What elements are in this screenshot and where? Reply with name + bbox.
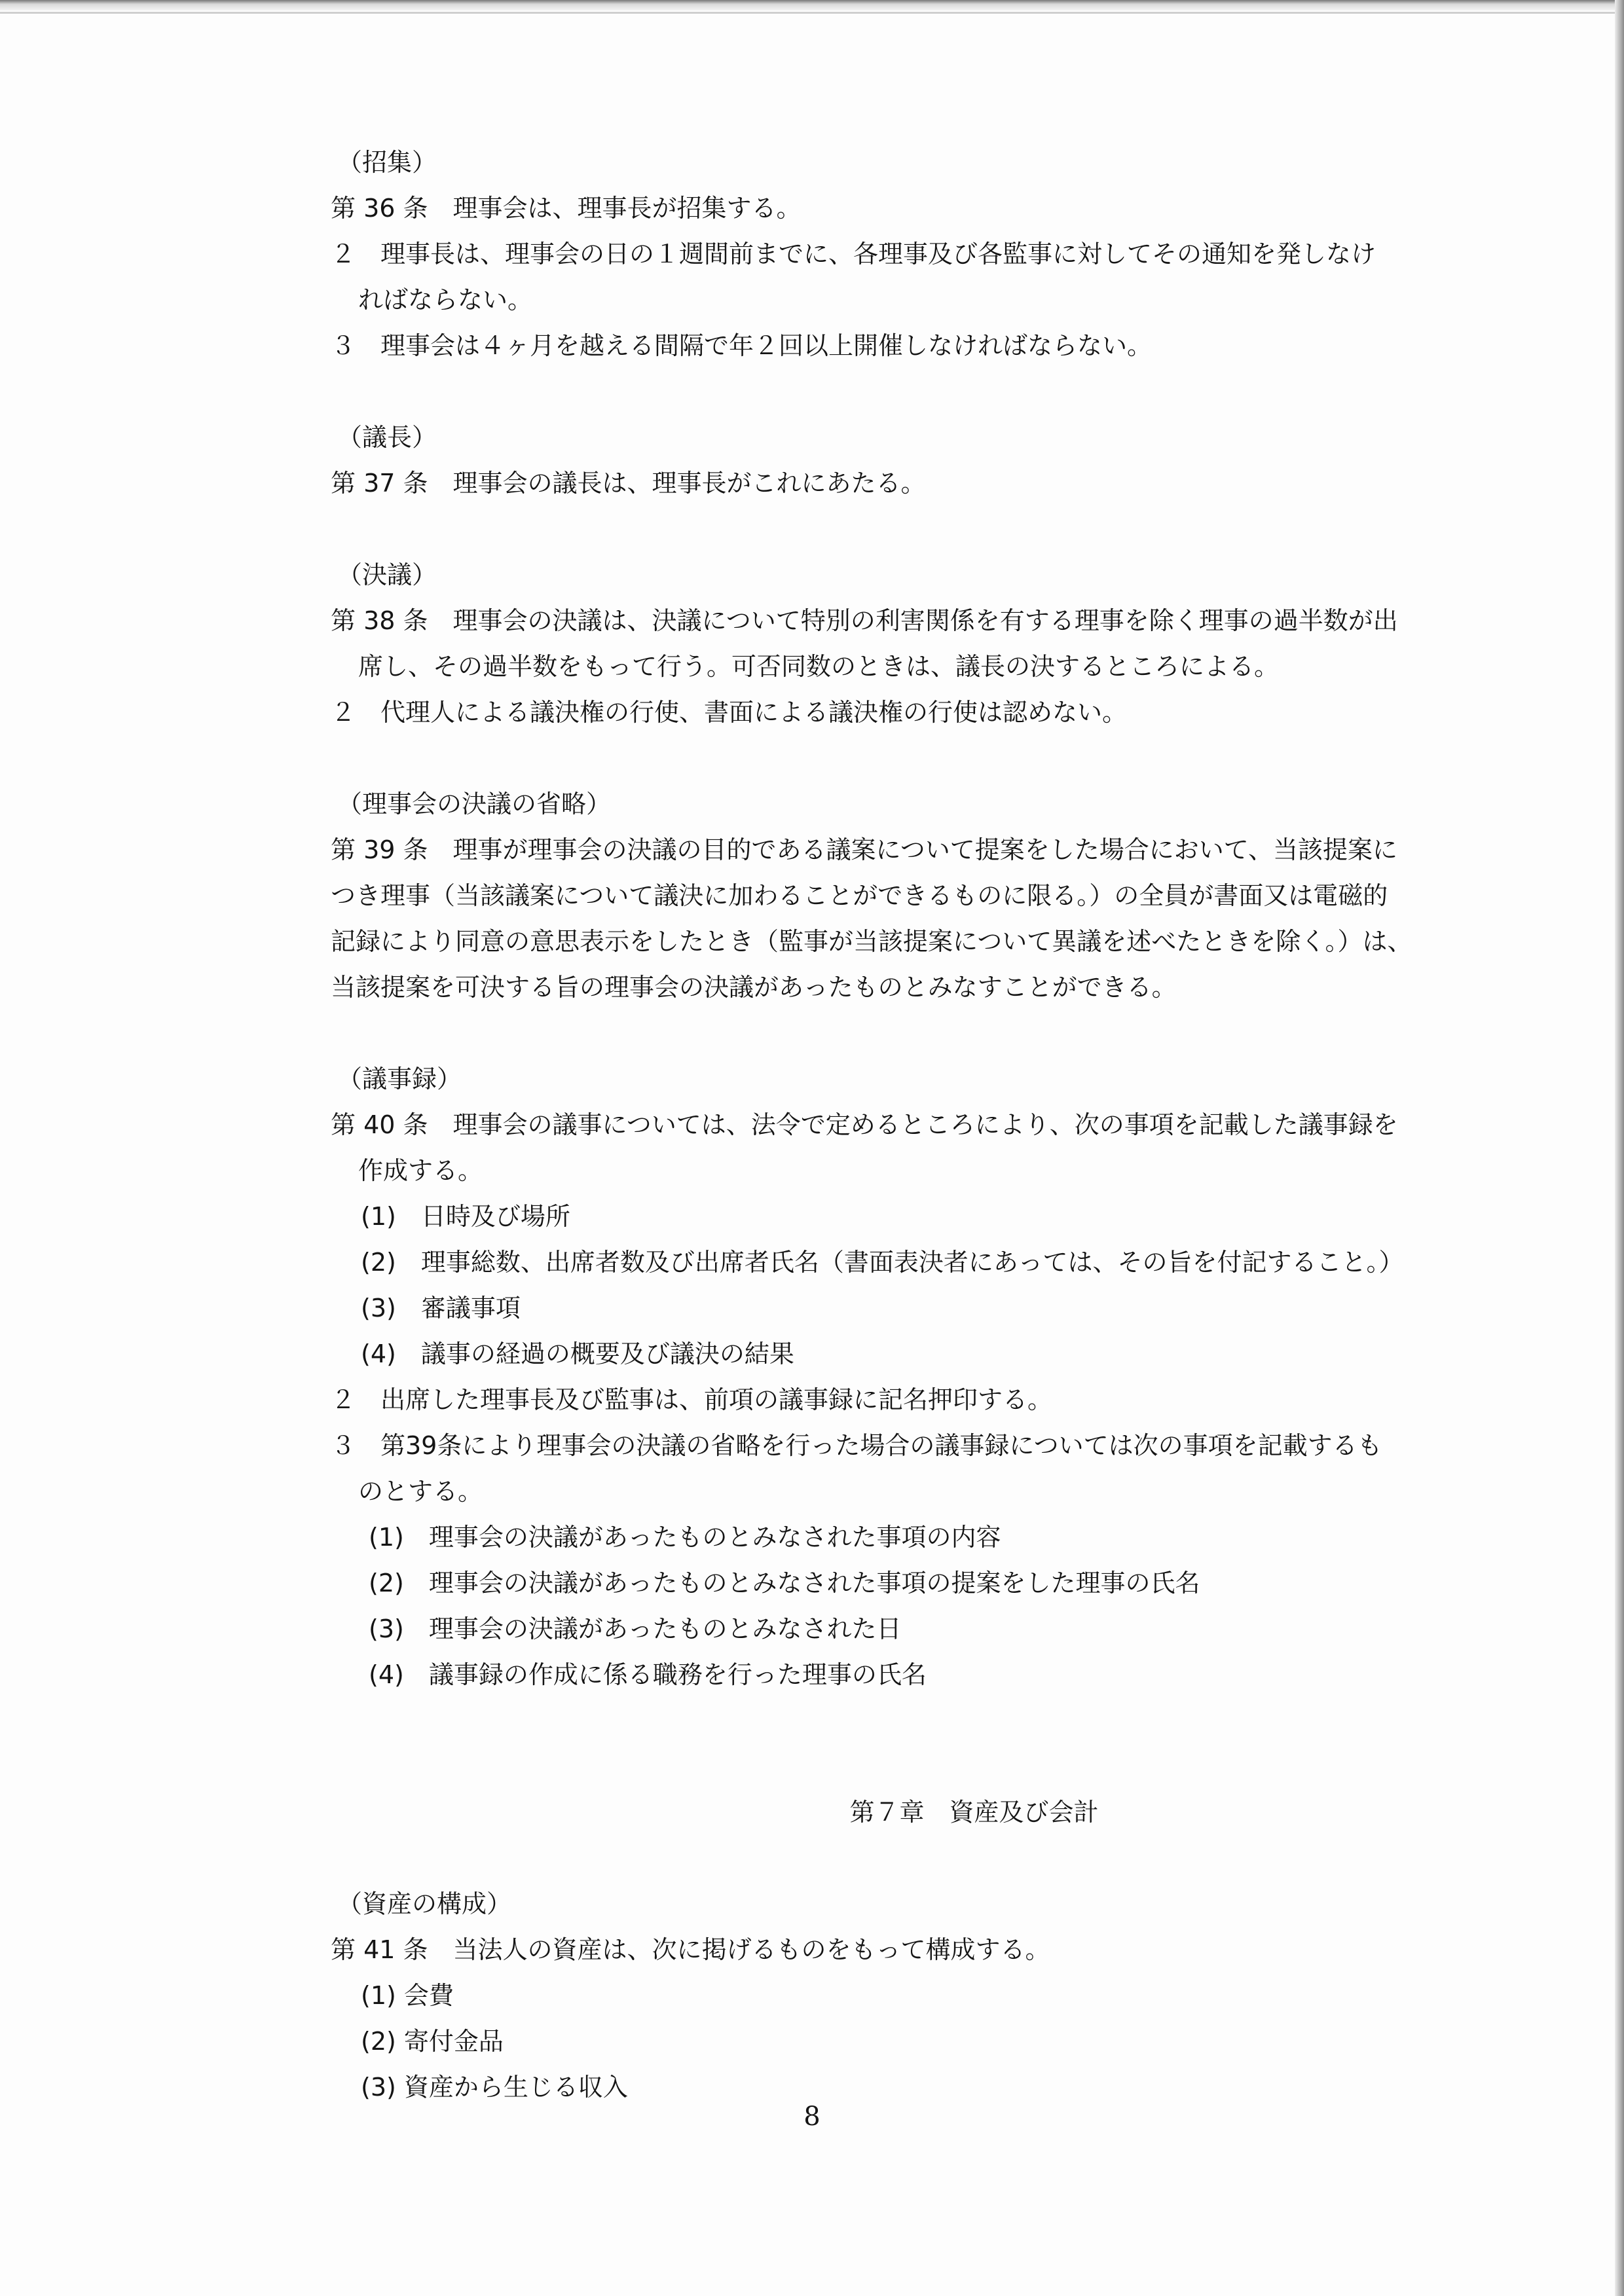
article-39-line-1: 第 39 条 理事が理事会の決議の目的である議案について提案をした場合において、当該提案に	[331, 835, 1397, 864]
article-40-para-3-item-3: (3) 理事会の決議があったものとみなされた日	[369, 1614, 902, 1643]
section-heading-minutes: （議事録）	[337, 1065, 462, 1093]
section-heading-chair: （議長）	[337, 423, 437, 452]
article-40-text-cont: 作成する。	[358, 1156, 483, 1185]
scan-top-edge	[0, 0, 1624, 10]
article-41-item-1: (1) 会費	[361, 1981, 454, 2010]
article-39-line-4: 当該提案を可決する旨の理事会の決議があったものとみなすことができる。	[331, 973, 1177, 1002]
article-40-para-3-item-1: (1) 理事会の決議があったものとみなされた事項の内容	[369, 1523, 1001, 1552]
article-40-text: 第 40 条 理事会の議事については、法令で定めるところにより、次の事項を記載した議事録を	[331, 1110, 1398, 1139]
article-40-item-1: (1) 日時及び場所	[361, 1202, 570, 1231]
page-number: 8	[803, 2102, 821, 2132]
article-38-para-2: ２ 代理人による議決権の行使、書面による議決権の行使は認めない。	[331, 698, 1128, 727]
scan-right-edge	[1615, 0, 1624, 2296]
article-37-text: 第 37 条 理事会の議長は、理事長がこれにあたる。	[331, 469, 926, 498]
article-40-para-2: ２ 出席した理事長及び監事は、前項の議事録に記名押印する。	[331, 1385, 1053, 1414]
article-41-text: 第 41 条 当法人の資産は、次に掲げるものをもって構成する。	[331, 1935, 1050, 1964]
article-40-para-3: ３ 第39条により理事会の決議の省略を行った場合の議事録については次の事項を記載するも	[331, 1431, 1382, 1460]
article-40-para-3-item-2: (2) 理事会の決議があったものとみなされた事項の提案をした理事の氏名	[369, 1569, 1200, 1597]
article-36-para-3: ３ 理事会は４ヶ月を越える間隔で年２回以上開催しなければならない。	[331, 331, 1153, 360]
article-36-para-2-cont: ればならない。	[358, 285, 533, 314]
article-40-para-3-cont: のとする。	[358, 1477, 483, 1506]
chapter-title: 第７章 資産及び会計	[849, 1798, 1099, 1827]
article-36-para-2: ２ 理事長は、理事会の日の１週間前までに、各理事及び各監事に対してその通知を発しなけ	[331, 240, 1376, 268]
article-41-item-2: (2) 寄付金品	[361, 2027, 504, 2056]
scan-top-line	[0, 12, 1624, 14]
section-heading-resolution-omission: （理事会の決議の省略）	[337, 790, 612, 818]
article-40-item-2: (2) 理事総数、出席者数及び出席者氏名（書面表決者にあっては、その旨を付記すること。）	[361, 1248, 1404, 1277]
section-heading-resolution: （決議）	[337, 560, 437, 589]
section-heading-convocation: （招集）	[337, 148, 437, 177]
document-body	[331, 139, 1562, 2110]
article-36-text: 第 36 条 理事会は、理事長が招集する。	[331, 194, 802, 223]
article-38-text: 第 38 条 理事会の決議は、決議について特別の利害関係を有する理事を除く理事の過半数が出	[331, 606, 1398, 635]
section-heading-assets: （資産の構成）	[337, 1889, 512, 1918]
article-40-item-3: (3) 審議事項	[361, 1294, 521, 1322]
article-38-text-cont: 席し、その過半数をもって行う。可否同数のときは、議長の決するところによる。	[358, 652, 1280, 681]
article-40-para-3-item-4: (4) 議事録の作成に係る職務を行った理事の氏名	[369, 1660, 927, 1689]
article-41-item-3: (3) 資産から生じる収入	[361, 2073, 628, 2102]
article-40-item-4: (4) 議事の経過の概要及び議決の結果	[361, 1339, 794, 1368]
article-39-line-2: つき理事（当該議案について議決に加わることができるものに限る。）の全員が書面又は電磁的	[331, 881, 1388, 910]
article-39-line-3: 記録により同意の意思表示をしたとき（監事が当該提案について異議を述べたときを除く。）は、	[331, 927, 1412, 956]
